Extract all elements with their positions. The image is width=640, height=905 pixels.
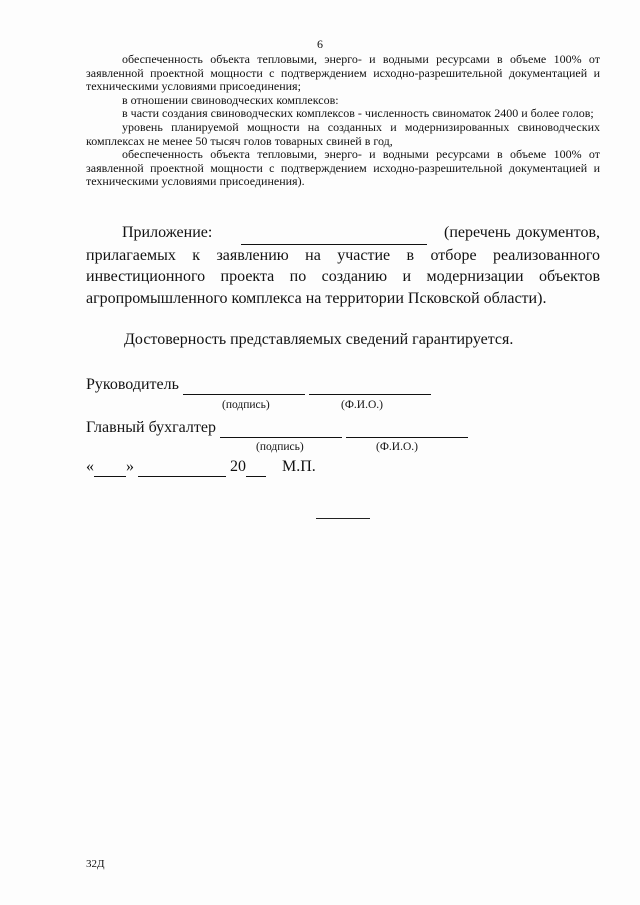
- date-year-prefix: 20: [230, 458, 246, 475]
- accountant-signature-line: [220, 419, 342, 438]
- end-separator-line: [316, 518, 370, 519]
- paragraph-pig-complexes: в отношении свиноводческих комплексов:: [122, 92, 339, 107]
- appendix-blank-line: [241, 222, 427, 245]
- appendix-paragraph: [86, 222, 600, 309]
- date-open-quote: «: [86, 458, 94, 475]
- date-close-quote: »: [126, 458, 134, 475]
- criteria-block: [86, 53, 600, 189]
- head-label: Руководитель: [86, 376, 179, 393]
- appendix-block: [86, 222, 600, 309]
- footer-code: 32Д: [86, 858, 105, 870]
- accountant-signature-row: [86, 419, 468, 438]
- stamp-label: М.П.: [282, 458, 316, 475]
- accountant-label: Главный бухгалтер: [86, 419, 216, 436]
- head-signature-line: [183, 376, 305, 395]
- accountant-signature-caption: (подпись): [256, 441, 304, 453]
- head-name-line: [309, 376, 431, 395]
- appendix-text: (перечень документов, прилагаемых к заявлению на участие в отборе реализованного инвестиционного проекта по созданию и модернизации объектов агропромышленного комплекса на территории Псковской области).: [86, 224, 601, 307]
- date-day-line: [94, 458, 126, 477]
- date-month-line: [138, 458, 226, 477]
- head-signature-row: [86, 376, 431, 395]
- guarantee-statement: Достоверность представляемых сведений гарантируется.: [124, 331, 514, 348]
- head-name-caption: (Ф.И.О.): [341, 399, 383, 411]
- paragraph-resources-1: обеспеченность объекта тепловыми, энерго- и водными ресурсами в объеме 100% от заявленной проектной мощности с подтверждением исходно-разрешительной документацией и техническими условиями присоединения;: [86, 52, 600, 94]
- date-year-line: [246, 458, 266, 477]
- paragraph-capacity: уровень планируемой мощности на созданных и модернизированных свиноводческих комплексах не менее 50 тысяч голов товарных свиней в год,: [86, 119, 600, 148]
- date-row: [86, 458, 316, 477]
- paragraph-sows: в части создания свиноводческих комплексов - численность свиноматок 2400 и более голов;: [122, 106, 594, 121]
- paragraph-resources-2: обеспеченность объекта тепловыми, энерго- и водными ресурсами в объеме 100% от заявленной проектной мощности с подтверждением исходно-разрешительной документацией и техническими условиями присоединения).: [86, 147, 600, 189]
- accountant-name-line: [346, 419, 468, 438]
- page-number: 6: [317, 37, 323, 51]
- appendix-label: Приложение:: [122, 224, 213, 241]
- accountant-name-caption: (Ф.И.О.): [376, 441, 418, 453]
- head-signature-caption: (подпись): [222, 399, 270, 411]
